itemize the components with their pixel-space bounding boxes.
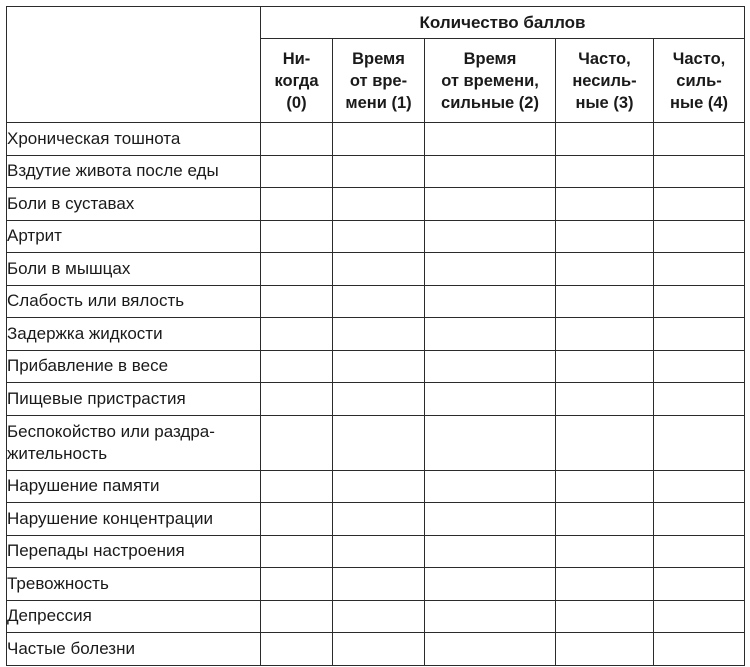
column-header-sometimes: Время от вре- мени (1) [333, 39, 425, 123]
score-cell[interactable] [425, 350, 556, 383]
table-row [7, 155, 745, 188]
table-row [7, 318, 745, 351]
symptom-label: Частые болезни [7, 633, 261, 666]
score-cell[interactable] [654, 188, 745, 221]
score-cell[interactable] [333, 318, 425, 351]
score-cell[interactable] [261, 318, 333, 351]
score-cell[interactable] [654, 415, 745, 470]
score-cell[interactable] [261, 123, 333, 156]
score-cell[interactable] [654, 350, 745, 383]
score-cell[interactable] [556, 470, 654, 503]
symptom-label: Перепады настроения [7, 535, 261, 568]
score-cell[interactable] [556, 253, 654, 286]
score-cell[interactable] [261, 285, 333, 318]
symptom-label: Пищевые пристрастия [7, 383, 261, 416]
score-cell[interactable] [425, 503, 556, 536]
score-cell[interactable] [333, 633, 425, 666]
symptom-label: Тревожность [7, 568, 261, 601]
score-group-header: Количество баллов [261, 7, 745, 39]
score-cell[interactable] [654, 633, 745, 666]
table-row [7, 503, 745, 536]
table-row [7, 253, 745, 286]
table-row [7, 535, 745, 568]
table-row [7, 415, 745, 470]
score-cell[interactable] [654, 220, 745, 253]
score-cell[interactable] [333, 383, 425, 416]
score-cell[interactable] [333, 503, 425, 536]
symptom-label: Задержка жидкости [7, 318, 261, 351]
score-cell[interactable] [333, 188, 425, 221]
symptom-label: Слабость или вялость [7, 285, 261, 318]
score-cell[interactable] [425, 318, 556, 351]
symptom-label: Депрессия [7, 600, 261, 633]
symptom-label: Нарушение памяти [7, 470, 261, 503]
score-cell[interactable] [556, 220, 654, 253]
score-cell[interactable] [261, 568, 333, 601]
score-cell[interactable] [556, 318, 654, 351]
score-cell[interactable] [333, 285, 425, 318]
score-cell[interactable] [654, 600, 745, 633]
score-cell[interactable] [333, 220, 425, 253]
score-cell[interactable] [425, 285, 556, 318]
score-cell[interactable] [425, 155, 556, 188]
score-cell[interactable] [333, 600, 425, 633]
score-cell[interactable] [261, 470, 333, 503]
score-cell[interactable] [425, 535, 556, 568]
column-header-never: Ни- когда (0) [261, 39, 333, 123]
score-cell[interactable] [556, 383, 654, 416]
score-cell[interactable] [333, 155, 425, 188]
symptom-label: Боли в суставах [7, 188, 261, 221]
score-cell[interactable] [425, 415, 556, 470]
score-cell[interactable] [333, 415, 425, 470]
score-cell[interactable] [654, 503, 745, 536]
column-header-often-strong: Часто, силь- ные (4) [654, 39, 745, 123]
score-cell[interactable] [654, 535, 745, 568]
table-row [7, 123, 745, 156]
table-row [7, 383, 745, 416]
score-cell[interactable] [425, 188, 556, 221]
score-cell[interactable] [261, 415, 333, 470]
table-row [7, 633, 745, 666]
symptom-label: Нарушение концентрации [7, 503, 261, 536]
score-cell[interactable] [654, 318, 745, 351]
score-cell[interactable] [333, 123, 425, 156]
score-cell[interactable] [261, 188, 333, 221]
table-row [7, 568, 745, 601]
score-cell[interactable] [425, 633, 556, 666]
score-cell[interactable] [425, 123, 556, 156]
score-cell[interactable] [425, 253, 556, 286]
score-cell[interactable] [261, 383, 333, 416]
score-cell[interactable] [556, 600, 654, 633]
score-cell[interactable] [261, 600, 333, 633]
score-cell[interactable] [425, 383, 556, 416]
score-cell[interactable] [261, 220, 333, 253]
column-header-often-mild: Часто, несиль- ные (3) [556, 39, 654, 123]
symptom-label: Прибавление в весе [7, 350, 261, 383]
table-row [7, 220, 745, 253]
score-cell[interactable] [333, 253, 425, 286]
score-cell[interactable] [333, 535, 425, 568]
score-cell[interactable] [261, 633, 333, 666]
symptom-label: Хроническая тошнота [7, 123, 261, 156]
score-cell[interactable] [556, 155, 654, 188]
score-cell[interactable] [556, 633, 654, 666]
score-cell[interactable] [261, 253, 333, 286]
score-cell[interactable] [654, 253, 745, 286]
score-cell[interactable] [261, 155, 333, 188]
score-cell[interactable] [556, 568, 654, 601]
symptom-label: Вздутие живота после еды [7, 155, 261, 188]
score-cell[interactable] [654, 285, 745, 318]
table-body [7, 123, 745, 666]
score-cell[interactable] [556, 285, 654, 318]
score-cell[interactable] [556, 503, 654, 536]
score-cell[interactable] [654, 470, 745, 503]
corner-cell [7, 7, 261, 123]
score-cell[interactable] [556, 350, 654, 383]
symptom-label: Беспокойство или раздра- жительность [7, 415, 261, 470]
symptom-score-table [6, 6, 745, 666]
score-cell[interactable] [261, 503, 333, 536]
table-row [7, 350, 745, 383]
score-cell[interactable] [556, 188, 654, 221]
score-cell[interactable] [556, 123, 654, 156]
table-row [7, 188, 745, 221]
score-cell[interactable] [261, 535, 333, 568]
score-cell[interactable] [654, 383, 745, 416]
score-cell[interactable] [425, 470, 556, 503]
score-cell[interactable] [654, 568, 745, 601]
score-cell[interactable] [556, 535, 654, 568]
score-cell[interactable] [425, 220, 556, 253]
score-cell[interactable] [654, 155, 745, 188]
column-header-sometimes-strong: Время от времени, сильные (2) [425, 39, 556, 123]
score-cell[interactable] [556, 415, 654, 470]
table-row [7, 600, 745, 633]
score-cell[interactable] [654, 123, 745, 156]
score-cell[interactable] [261, 350, 333, 383]
score-cell[interactable] [333, 350, 425, 383]
symptom-label: Артрит [7, 220, 261, 253]
score-cell[interactable] [333, 568, 425, 601]
score-cell[interactable] [333, 470, 425, 503]
symptom-label: Боли в мышцах [7, 253, 261, 286]
score-cell[interactable] [425, 600, 556, 633]
table-row [7, 470, 745, 503]
score-cell[interactable] [425, 568, 556, 601]
table-row [7, 285, 745, 318]
